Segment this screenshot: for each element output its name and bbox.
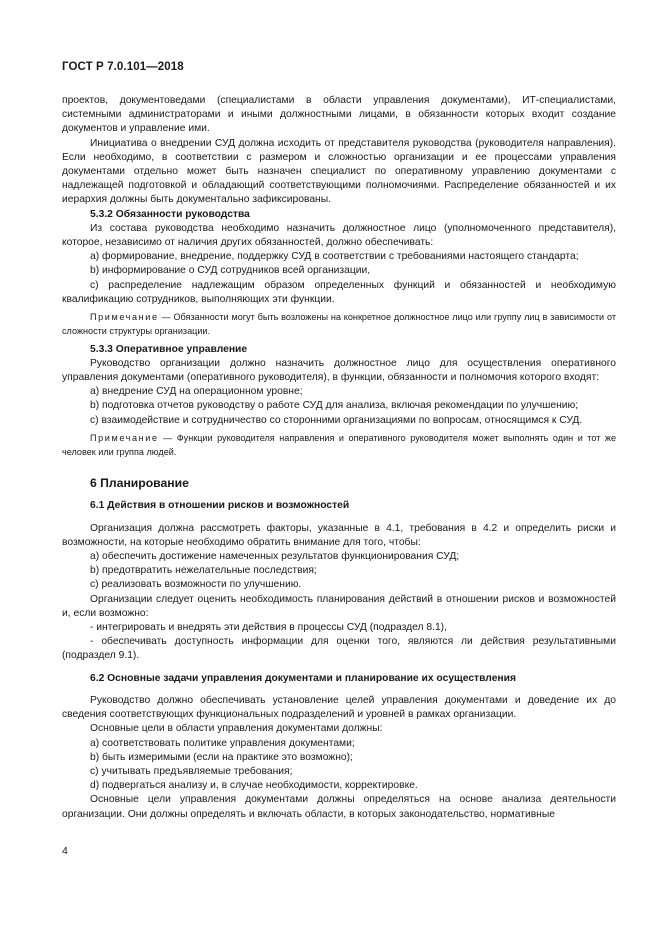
section-6-2-paragraph-2: Основные цели в области управления документами должны:: [90, 723, 383, 735]
section-5-3-3-paragraph: Руководство организации должно назначить должностное лицо для осуществления оперативного управления документами (оперативного руководителя), в функции, обязанности и полномочия которого входят:: [62, 357, 616, 384]
section-6-2-heading: 6.2 Основные задачи управления документами и планирование их осуществления: [90, 672, 516, 684]
section-6-1-paragraph-2: Организации следует оценить необходимость планирования действий в отношении рисков и возможностей и, если возможно:: [62, 593, 616, 619]
list-item: c) взаимодействие и сотрудничество со сторонними организациями по вопросам, относящимся к СУД.: [90, 414, 583, 426]
list-item: c) реализовать возможности по улучшению.: [90, 579, 302, 591]
note-text: — Функции руководителя направления и оперативного руководителя может выполнять один и тот же человек или группа людей.: [62, 432, 616, 457]
dash-list-item: - обеспечивать доступность информации для оценки того, являются ли действия результативными (подраздел 9.1).: [62, 636, 616, 662]
list-item: a) внедрение СУД на операционном уровне;: [90, 386, 303, 398]
section-6-1-paragraph-1: Организация должна рассмотреть факторы, указанные в 4.1, требования в 4.2 и определить риски и возможности, на которые необходимо обратить внимание для того, чтобы:: [62, 522, 616, 548]
section-6-heading: 6 Планирование: [90, 476, 189, 491]
dash-list-item: - интегрировать и внедрять эти действия в процессы СУД (подраздел 8.1),: [90, 622, 447, 634]
list-item: a) формирование, внедрение, поддержку СУД в соответствии с требованиями настоящего стандарта;: [90, 251, 579, 263]
list-item: b) быть измеримыми (если на практике это возможно);: [90, 751, 353, 763]
section-5-3-2-heading: 5.3.2 Обязанности руководства: [90, 208, 250, 220]
list-item: c) учитывать предъявляемые требования;: [90, 765, 293, 777]
list-item: b) предотвратить нежелательные последствия;: [90, 565, 317, 577]
list-item: a) обеспечить достижение намеченных результатов функционирования СУД;: [90, 551, 460, 563]
standard-header: ГОСТ Р 7.0.101—2018: [62, 61, 184, 73]
list-item: d) подвергаться анализу и, в случае необходимости, корректировке.: [90, 780, 418, 792]
section-5-3-2-paragraph: Из состава руководства необходимо назначить должностное лицо (уполномоченного представителя), которое, независимо от наличия других обязанностей, должно обеспечивать:: [62, 222, 616, 249]
section-6-2-paragraph-3: Основные цели управления документами должны определяться на основе анализа деятельности организации. Они должны определять и включать области, в которых законодательство, нормативные: [62, 794, 616, 820]
note-5-3-3: [62, 432, 616, 460]
list-item: a) соответствовать политике управления документами;: [90, 737, 355, 749]
note-label: Примечание: [90, 312, 159, 323]
list-item: b) подготовка отчетов руководству о работе СУД для анализа, включая рекомендации по улучшению;: [90, 400, 579, 412]
note-text: — Обязанности могут быть возложены на конкретное должностное лицо или группу лиц в зависимости от сложности структуры организации.: [62, 312, 616, 336]
section-5-3-3-heading: 5.3.3 Оперативное управление: [90, 343, 248, 355]
section-6-2-paragraph-1: Руководство должно обеспечивать установление целей управления документами и доведение их до сведения соответствующих функциональных подразделений и уровней в рамках организации.: [62, 694, 616, 721]
list-item: b) информирование о СУД сотрудников всей организации,: [90, 265, 371, 277]
note-label: Примечание: [90, 432, 159, 443]
note-5-3-2: [62, 311, 616, 339]
intro-paragraph-2: Инициатива о внедрении СУД должна исходить от представителя руководства (руководителя направления). Если необходимо, в соответствии с размером и сложностью организации и ее процессами управления документами отдельно может быть назначен специалист по оперативному управлению документами с надлежащей подготовкой и обладающий соответствующими полномочиями. Распределение обязанностей и их иерархия должны быть документально зафиксированы.: [62, 137, 616, 206]
page-number: 4: [62, 845, 68, 857]
section-6-1-heading: 6.1 Действия в отношении рисков и возможностей: [90, 500, 350, 512]
intro-paragraph-1: проектов, документоведами (специалистами в области управления документами), ИТ-специалистами, системными администраторами и иными должностными лицами, в обязанности которых входит создание документов и управление ими.: [62, 95, 616, 135]
list-item: c) распределение надлежащим образом определенных функций и обязанностей и необходимую квалификацию сотрудников, выполняющих эти функции.: [62, 279, 616, 305]
page-content: [62, 94, 616, 822]
